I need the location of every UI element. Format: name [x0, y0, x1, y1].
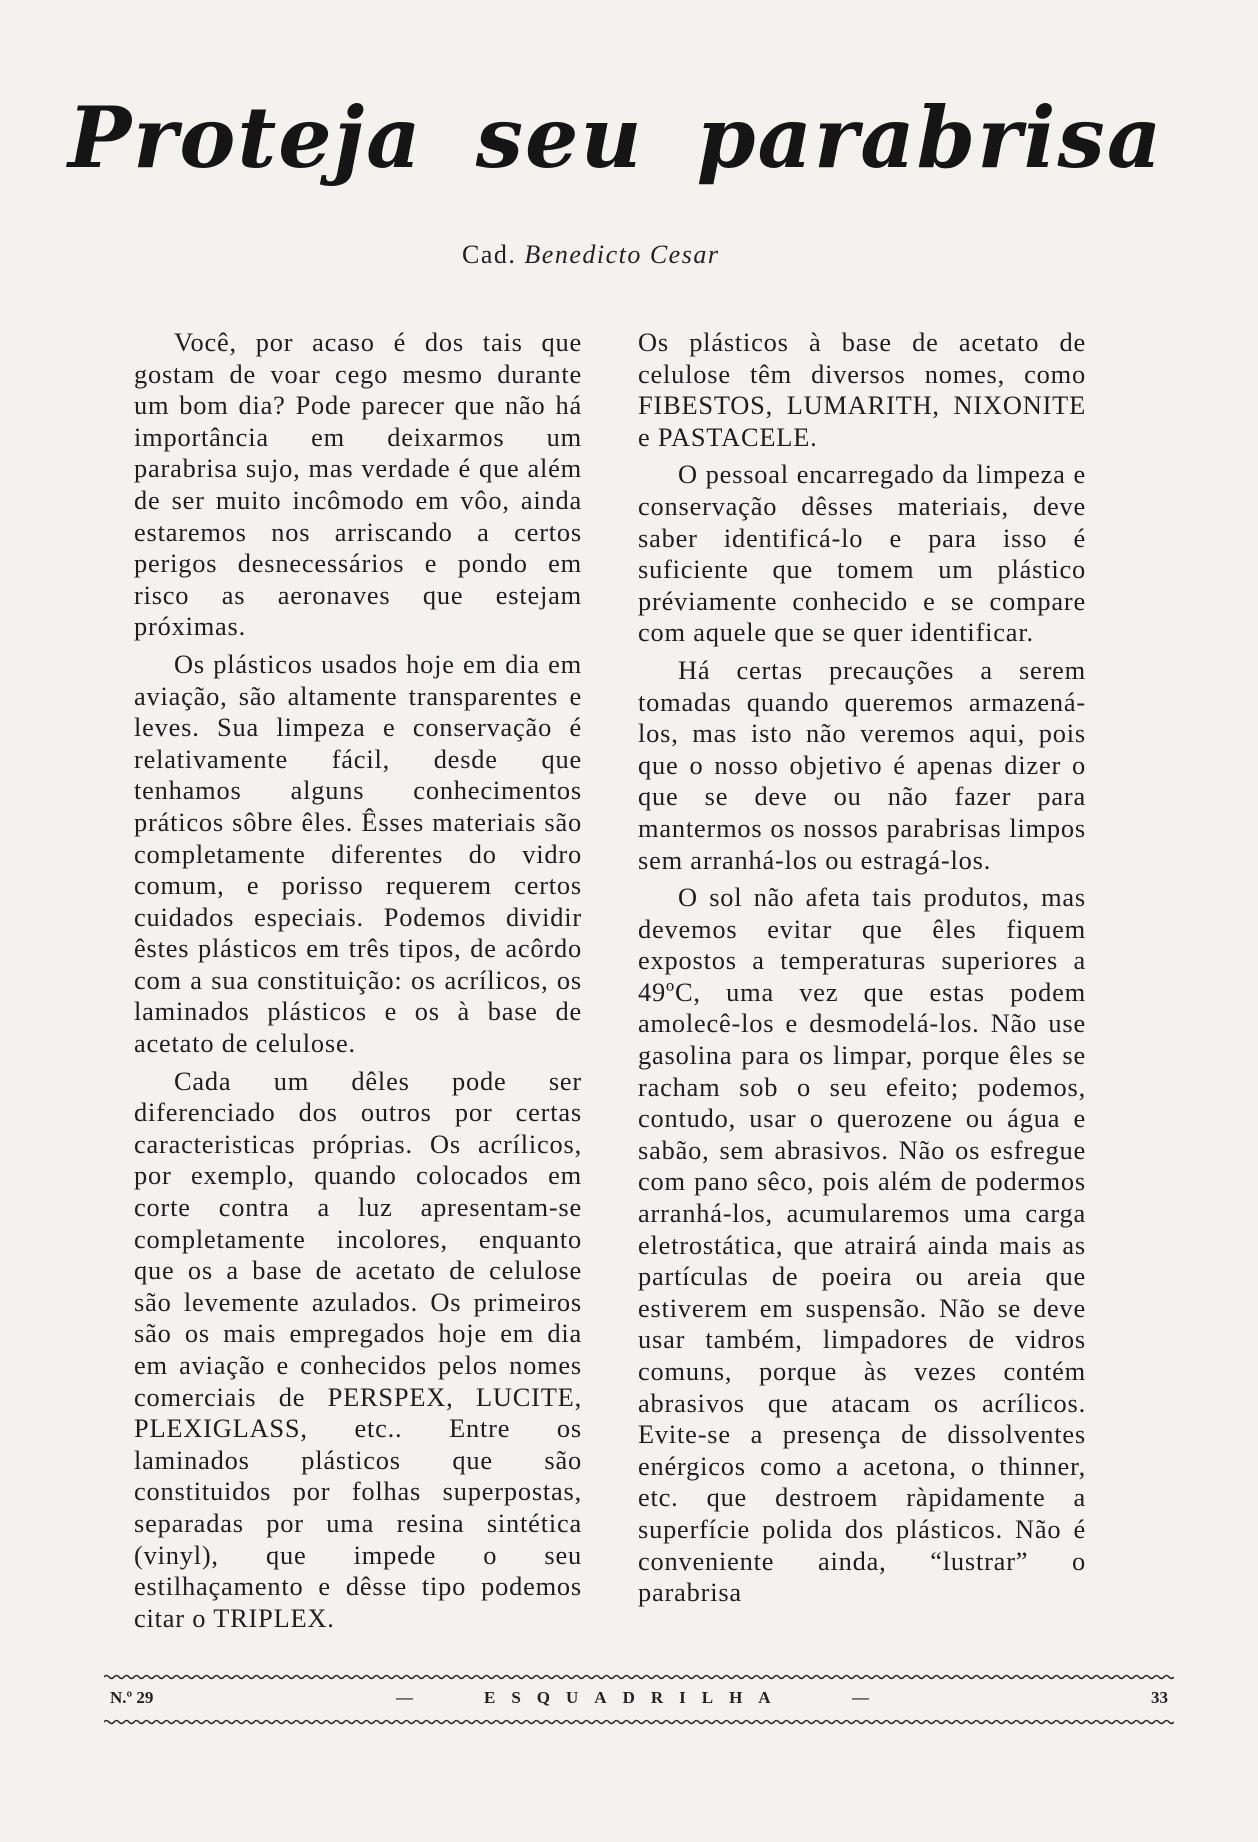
paragraph: Há certas precauções a serem tomadas quando queremos armazená-los, mas isto não veremos aqui, pois que o nosso objetivo é apenas dizer o que se deve ou não fazer para mantermos os nossos parabrisas limpos sem arranhá-los ou estragá-los.: [638, 654, 1086, 875]
wavy-rule-bottom: [104, 1718, 1174, 1726]
paragraph: Cada um dêles pode ser diferenciado dos outros por certas caracteristicas próprias. Os acrílicos, por exemplo, quando colocados em corte contra a luz apresentam-se completamente incolores, enquanto que os a base de acetato de celulose são levemente azulados. Os primeiros são os mais empregados hoje em dia em aviação e conhecidos pelos nomes comerciais de PERSPEX, LUCITE, PLEXIGLASS, etc.. Entre os laminados plásticos que são constituidos por folhas superpostas, separadas por uma resina sintética (vinyl), que impede o seu estilhaçamento e dêsse tipo podemos citar o TRIPLEX.: [134, 1065, 582, 1633]
footer-dash-right: —: [852, 1688, 869, 1707]
paragraph: Os plásticos usados hoje em dia em aviação, são altamente transparentes e leves. Sua limpeza e conservação é relativamente fácil, desde que tenhamos alguns conhecimentos práticos sôbre êles. Êsses materiais são completamente diferentes do vidro comum, e porisso requerem certos cuidados especiais. Podemos dividir êstes plásticos em três tipos, de acôrdo com a sua constituição: os acrílicos, os laminados plásticos e os à base de acetato de celulose.: [134, 648, 582, 1059]
column-right: [638, 327, 1086, 1615]
paragraph: O sol não afeta tais produtos, mas devemos evitar que êles fiquem expostos a temperaturas superiores a 49ºC, uma vez que estas podem amolecê-los e desmodelá-los. Não use gasolina para os limpar, porque êles se racham sob o seu efeito; podemos, contudo, usar o querozene ou água e sabão, sem abrasivos. Não os esfregue com pano sêco, pois além de podermos arranhá-los, acumularemos uma carga eletrostática, que atrairá ainda mais as partículas de poeira ou areia que estiverem em suspensão. Não se deve usar também, limpadores de vidros comuns, porque às vezes contém abrasivos que atacam os acrílicos. Evite-se a presença de dissolventes enérgicos como a acetona, o thinner, etc. que destroem ràpidamente a superfície polida dos plásticos. Não é conveniente ainda, “lustrar” o parabrisa: [638, 882, 1086, 1608]
footer-issue-number: N.º 29: [110, 1688, 154, 1707]
column-left: [134, 327, 582, 1640]
byline: [462, 240, 719, 270]
wavy-rule-top: [104, 1673, 1174, 1681]
footer-page-number: 33: [1151, 1688, 1168, 1707]
paragraph: Os plásticos à base de acetato de celulose têm diversos nomes, como FIBESTOS, LUMARITH, NIXONITE e PASTACELE.: [638, 327, 1086, 452]
article-title: Proteja seu parabrisa: [68, 88, 1164, 187]
paragraph: Você, por acaso é dos tais que gostam de voar cego mesmo durante um bom dia? Pode parecer que não há importância em deixarmos um parabrisa sujo, mas verdade é que além de ser muito incômodo em vôo, ainda estaremos nos arriscando a certos perigos desnecessários e pondo em risco as aeronaves que estejam próximas.: [134, 327, 582, 642]
byline-author: Benedicto Cesar: [524, 240, 720, 269]
page-footer: [106, 1684, 1172, 1712]
paragraph: O pessoal encarregado da limpeza e conservação dêsses materiais, deve saber identificá-lo e para isso é suficiente que tomem um plástico préviamente conhecido e se compare com aquele que se quer identificar.: [638, 459, 1086, 648]
footer-magazine-name: ESQUADRILHA: [484, 1688, 787, 1707]
footer-dash-left: —: [396, 1688, 413, 1707]
byline-rank: Cad.: [462, 240, 517, 269]
